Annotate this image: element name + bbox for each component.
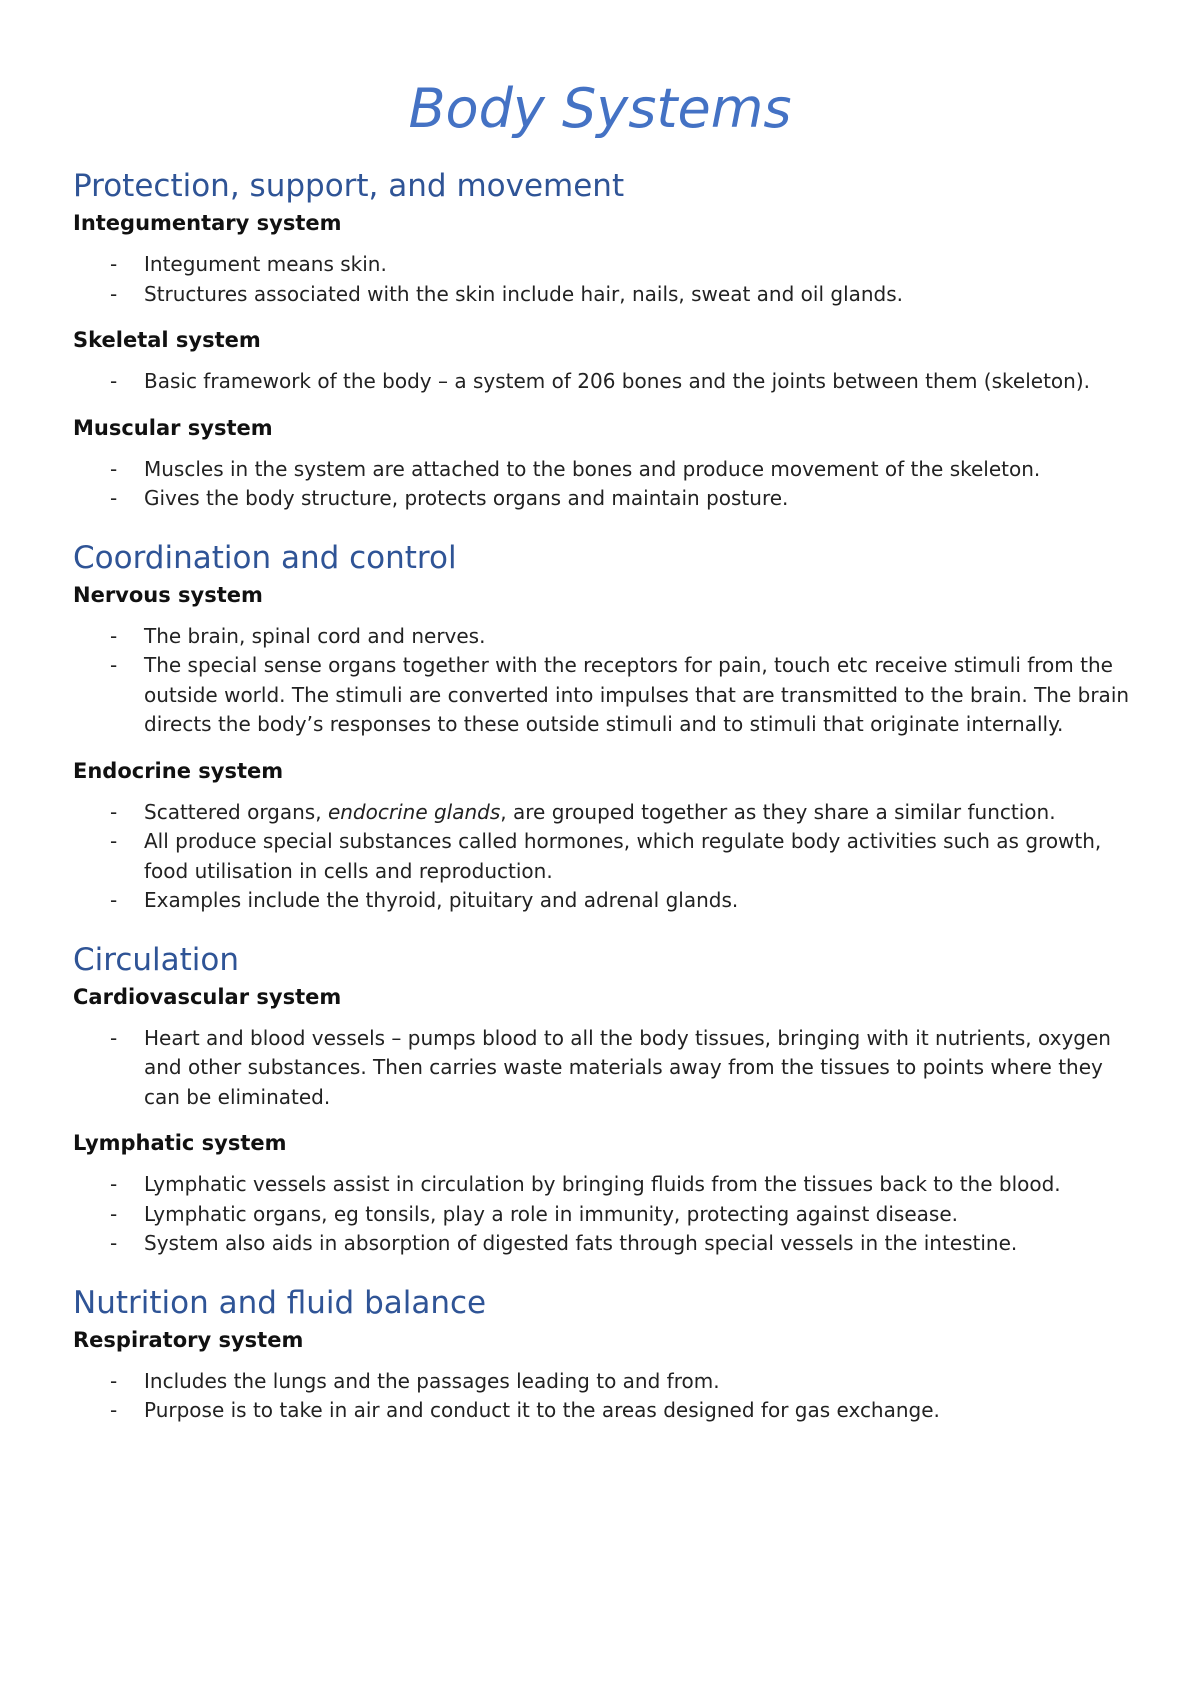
subsection-skeletal-system [73,325,1133,397]
bullet-dash-icon: - [110,486,118,510]
list-item-text: Includes the lungs and the passages leading to and from. [144,1368,720,1393]
list-item [73,622,1133,652]
list-item-text: Gives the body structure, protects organs and maintain posture. [144,486,789,510]
bullet-list [73,622,1133,740]
bullet-dash-icon: - [110,888,118,912]
bullet-dash-icon: - [110,369,118,393]
list-item-text: System also aids in absorption of digested fats through special vessels in the intestine. [144,1231,1018,1255]
list-item [73,1170,1133,1200]
section-circulation [73,938,1133,1259]
list-item [73,1396,1133,1426]
subsection-heading: Cardiovascular system [73,984,342,1009]
bullet-list [73,367,1133,397]
subsection-lymphatic-system [73,1128,1133,1259]
list-item [73,1024,1133,1113]
list-item-text: Lymphatic vessels assist in circulation by bringing fluids from the tissues back to the blood. [144,1172,1061,1196]
section-heading: Coordination and control [73,539,457,576]
list-item-text: Structures associated with the skin include hair, nails, sweat and oil glands. [144,281,904,306]
page-title: Body Systems [408,77,792,140]
bullet-dash-icon: - [110,829,118,853]
bullet-dash-icon: - [110,1025,118,1050]
bullet-dash-icon: - [110,1231,118,1255]
subsection-respiratory-system [73,1325,1133,1426]
subsection-heading: Muscular system [73,415,273,440]
section-heading: Circulation [73,941,240,978]
bullet-list [73,798,1133,916]
subsection-heading: Integumentary system [73,211,342,235]
bullet-dash-icon: - [110,1172,118,1196]
list-item [73,1200,1133,1230]
list-item-text: Lymphatic organs, eg tonsils, play a role in immunity, protecting against disease. [144,1201,958,1226]
list-item [73,1367,1133,1397]
list-item [73,250,1133,280]
bullet-list [73,1367,1133,1426]
subsection-muscular-system [73,413,1133,514]
bullet-list [73,1170,1133,1259]
section-heading: Protection, support, and movement [73,168,625,204]
subsection-integumentary-system [73,208,1133,309]
bullet-list [73,455,1133,514]
bullet-dash-icon: - [110,281,118,306]
bullet-dash-icon: - [110,623,118,648]
list-item-text: Examples include the thyroid, pituitary and adrenal glands. [144,888,739,912]
subsection-endocrine-system [73,756,1133,916]
section-coordination-and-control [73,536,1133,916]
list-item-text: Scattered organs, endocrine glands, are grouped together as they share a similar function. [144,799,1056,824]
subsection-heading: Endocrine system [73,758,284,783]
list-item [73,886,1133,916]
bullet-dash-icon: - [110,799,118,824]
list-item [73,280,1133,310]
subsection-heading: Respiratory system [73,1327,304,1352]
list-item-text: The special sense organs together with the receptors for pain, touch etc receive stimuli from the outside world. The stimuli are converted into impulses that are transmitted to the brain. The brain directs the body’s responses to these outside stimuli and to stimuli that originate internally. [144,653,1130,736]
list-item [73,455,1133,485]
subsection-nervous-system [73,580,1133,740]
section-protection-support-and-movement [73,164,1133,514]
subsection-heading: Nervous system [73,582,263,607]
list-item [73,827,1133,886]
bullet-dash-icon: - [110,653,118,677]
bullet-dash-icon: - [110,1368,118,1393]
list-item-text: All produce special substances called hormones, which regulate body activities such as growth, food utilisation in cells and reproduction. [144,829,1102,883]
bullet-dash-icon: - [110,252,118,276]
bullet-dash-icon: - [110,456,118,481]
list-item-text: The brain, spinal cord and nerves. [144,623,486,648]
bullet-list [73,1024,1133,1113]
subsection-heading: Lymphatic system [73,1131,287,1155]
bullet-dash-icon: - [110,1201,118,1226]
list-item-text: Basic framework of the body – a system of 206 bones and the joints between them (skeleton). [144,369,1090,393]
list-item [73,484,1133,514]
list-item-text: Purpose is to take in air and conduct it to the areas designed for gas exchange. [144,1398,940,1422]
italic-term: endocrine glands [327,799,501,824]
list-item-text: Muscles in the system are attached to the bones and produce movement of the skeleton. [144,456,1041,481]
bullet-list [73,250,1133,309]
section-nutrition-and-fluid-balance [73,1281,1133,1426]
list-item-text: Heart and blood vessels – pumps blood to all the body tissues, bringing with it nutrients, oxygen and other substances. Then carries waste materials away from the tissues to points where they can be eliminated. [144,1025,1111,1109]
list-item-text: Integument means skin. [144,252,387,276]
section-heading: Nutrition and fluid balance [73,1284,487,1321]
list-item [73,1229,1133,1259]
subsection-cardiovascular-system [73,982,1133,1113]
list-item [73,367,1133,397]
subsection-heading: Skeletal system [73,328,261,352]
list-item [73,798,1133,828]
bullet-dash-icon: - [110,1398,118,1422]
list-item [73,651,1133,740]
document-content [73,164,1133,1426]
